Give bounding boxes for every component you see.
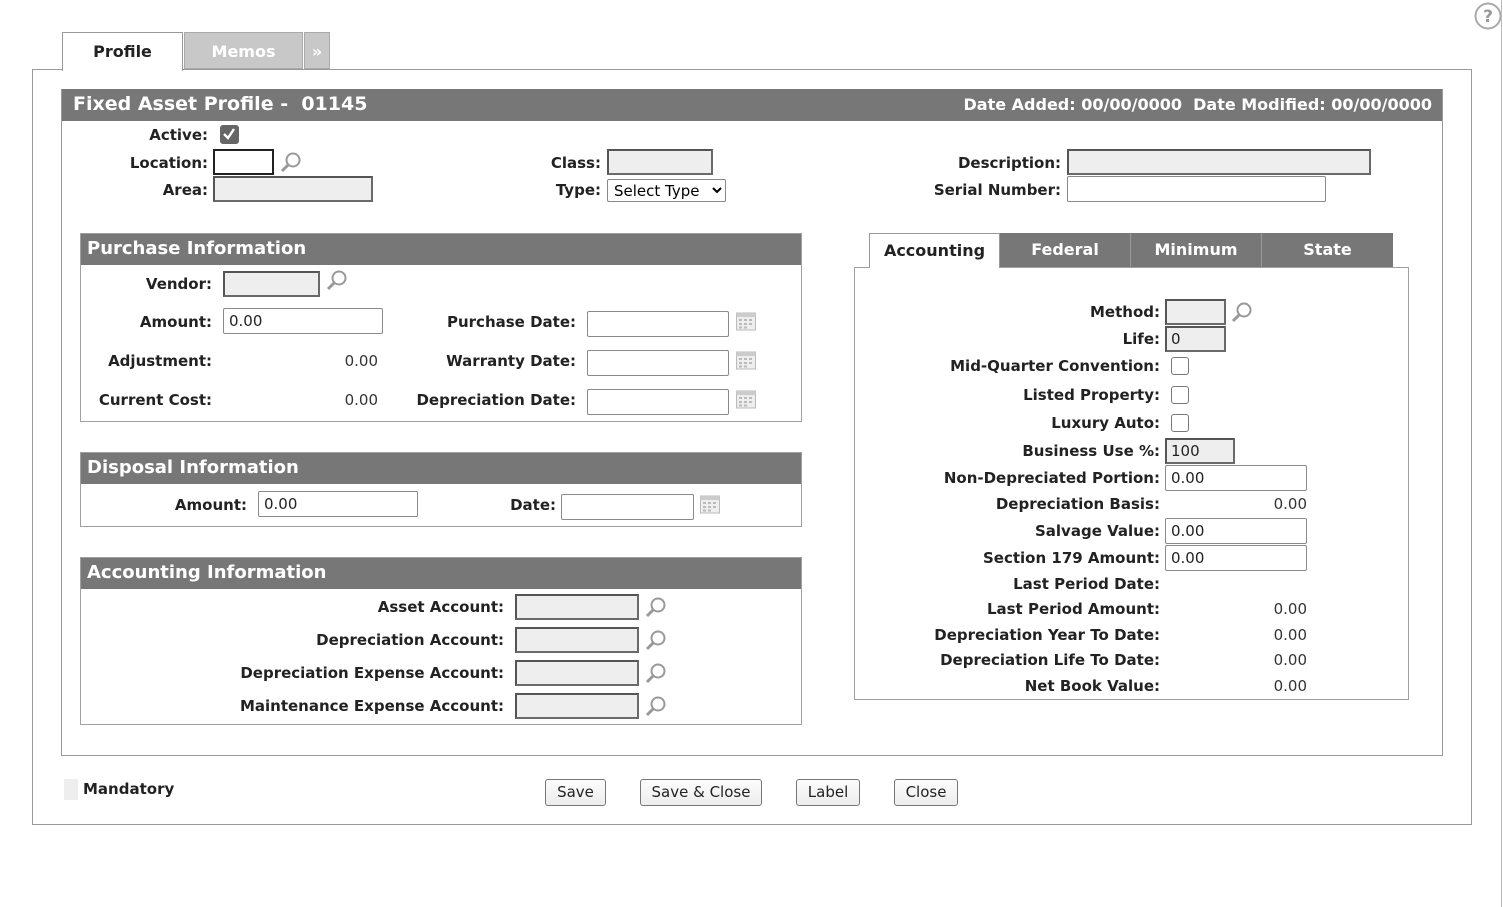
disposal-title: Disposal Information	[81, 453, 801, 484]
last-period-date-label: Last Period Date:	[1013, 575, 1160, 593]
disposal-amount-input[interactable]: 0.00	[258, 491, 418, 517]
disposal-amount-label: Amount:	[174, 496, 247, 514]
asset-account-input[interactable]	[515, 594, 639, 620]
warranty-date-calendar-icon[interactable]	[735, 349, 757, 371]
mid-quarter-checkbox[interactable]	[1171, 357, 1189, 375]
warranty-date-label: Warranty Date:	[446, 352, 576, 370]
depreciation-basis-label: Depreciation Basis:	[995, 495, 1160, 513]
asset-account-label: Asset Account:	[377, 598, 504, 616]
purchase-date-label: Purchase Date:	[446, 313, 576, 331]
last-period-amount-value: 0.00	[1273, 600, 1307, 618]
disposal-date-label: Date:	[510, 496, 556, 514]
date-added-value: 00/00/0000	[1081, 95, 1182, 114]
active-label: Active:	[149, 126, 208, 144]
date-modified-value: 00/00/0000	[1331, 95, 1432, 114]
maint-expense-account-input[interactable]	[515, 693, 639, 719]
purchase-date-calendar-icon[interactable]	[735, 310, 757, 332]
location-input[interactable]	[213, 149, 274, 175]
maint-expense-account-label: Maintenance Expense Account:	[239, 697, 504, 715]
tab-dep-state[interactable]: State	[1262, 233, 1393, 267]
purchase-amount-input[interactable]: 0.00	[223, 308, 383, 334]
class-input[interactable]	[607, 149, 713, 175]
depreciation-date-calendar-icon[interactable]	[735, 388, 757, 410]
business-use-label: Business Use %:	[1022, 442, 1160, 460]
listed-property-checkbox[interactable]	[1171, 386, 1189, 404]
adjustment-label: Adjustment:	[108, 352, 212, 370]
luxury-auto-label: Luxury Auto:	[1051, 414, 1160, 432]
right-edge-line	[1501, 0, 1502, 907]
warranty-date-input[interactable]	[587, 350, 729, 376]
area-input[interactable]	[213, 176, 373, 202]
depreciation-account-input[interactable]	[515, 627, 639, 653]
current-cost-label: Current Cost:	[98, 391, 212, 409]
current-cost-value: 0.00	[344, 391, 378, 409]
save-button[interactable]: Save	[545, 779, 606, 806]
tab-dep-federal[interactable]: Federal	[1000, 233, 1131, 267]
location-search-icon[interactable]	[279, 151, 303, 175]
date-added-label: Date Added:	[963, 95, 1076, 114]
class-label: Class:	[550, 154, 601, 172]
tab-profile[interactable]: Profile	[62, 32, 183, 71]
purchase-amount-label: Amount:	[139, 313, 212, 331]
purchase-date-input[interactable]	[587, 311, 729, 337]
listed-property-label: Listed Property:	[1023, 386, 1160, 404]
area-label: Area:	[162, 181, 208, 199]
location-label: Location:	[129, 154, 208, 172]
tab-dep-accounting[interactable]: Accounting	[869, 233, 1000, 268]
help-icon[interactable]	[1474, 2, 1502, 30]
depreciation-basis-value: 0.00	[1273, 495, 1307, 513]
method-search-icon[interactable]	[1230, 301, 1254, 325]
depreciation-account-label: Depreciation Account:	[316, 631, 504, 649]
depreciation-date-label: Depreciation Date:	[416, 391, 576, 409]
description-input[interactable]	[1067, 149, 1371, 175]
dep-expense-account-label: Depreciation Expense Account:	[240, 664, 504, 682]
non-depreciated-input[interactable]: 0.00	[1165, 465, 1307, 491]
asset-account-search-icon[interactable]	[644, 596, 668, 620]
method-input[interactable]	[1165, 299, 1226, 325]
serial-number-label: Serial Number:	[933, 181, 1061, 199]
depreciation-date-input[interactable]	[587, 389, 729, 415]
type-label: Type:	[555, 181, 601, 199]
disposal-date-calendar-icon[interactable]	[699, 493, 721, 515]
mandatory-swatch	[64, 779, 78, 800]
svg-text:?: ?	[1483, 7, 1493, 27]
page-title: Fixed Asset Profile - 01145	[73, 93, 368, 115]
maint-expense-account-search-icon[interactable]	[644, 695, 668, 719]
net-book-value-label: Net Book Value:	[1024, 677, 1160, 695]
tab-dep-minimum[interactable]: Minimum	[1131, 233, 1262, 267]
tab-more-button[interactable]: »	[304, 32, 330, 69]
close-button[interactable]: Close	[894, 779, 958, 806]
salvage-value-input[interactable]: 0.00	[1165, 518, 1307, 544]
date-modified-label: Date Modified:	[1193, 95, 1326, 114]
mid-quarter-label: Mid-Quarter Convention:	[950, 357, 1160, 375]
serial-number-input[interactable]	[1067, 176, 1326, 202]
vendor-search-icon[interactable]	[325, 269, 349, 293]
purchase-title: Purchase Information	[81, 234, 801, 265]
net-book-value-value: 0.00	[1273, 677, 1307, 695]
adjustment-value: 0.00	[344, 352, 378, 370]
dep-expense-account-search-icon[interactable]	[644, 662, 668, 686]
vendor-label: Vendor:	[145, 275, 212, 293]
dep-expense-account-input[interactable]	[515, 660, 639, 686]
accounting-title: Accounting Information	[81, 558, 801, 589]
luxury-auto-checkbox[interactable]	[1171, 414, 1189, 432]
dep-ltd-label: Depreciation Life To Date:	[940, 651, 1160, 669]
salvage-value-label: Salvage Value:	[1034, 522, 1160, 540]
dep-ytd-label: Depreciation Year To Date:	[934, 626, 1160, 644]
life-label: Life:	[1122, 330, 1160, 348]
business-use-input[interactable]: 100	[1165, 438, 1235, 464]
disposal-date-input[interactable]	[561, 494, 694, 520]
section-179-label: Section 179 Amount:	[983, 549, 1160, 567]
depreciation-account-search-icon[interactable]	[644, 629, 668, 653]
type-select[interactable]	[607, 179, 726, 202]
method-label: Method:	[1090, 303, 1160, 321]
description-label: Description:	[957, 154, 1061, 172]
label-button[interactable]: Label	[796, 779, 860, 806]
section-179-input[interactable]: 0.00	[1165, 545, 1307, 571]
dep-ltd-value: 0.00	[1273, 651, 1307, 669]
last-period-amount-label: Last Period Amount:	[986, 600, 1160, 618]
non-depreciated-label: Non-Depreciated Portion:	[943, 469, 1160, 487]
vendor-input[interactable]	[223, 271, 320, 297]
dep-ytd-value: 0.00	[1273, 626, 1307, 644]
save-close-button[interactable]: Save & Close	[640, 779, 762, 806]
mandatory-legend: Mandatory	[83, 780, 175, 798]
active-checkbox[interactable]	[220, 125, 239, 144]
life-input[interactable]: 0	[1165, 326, 1226, 352]
date-info	[964, 95, 1433, 114]
tab-memos[interactable]: Memos	[184, 32, 303, 69]
